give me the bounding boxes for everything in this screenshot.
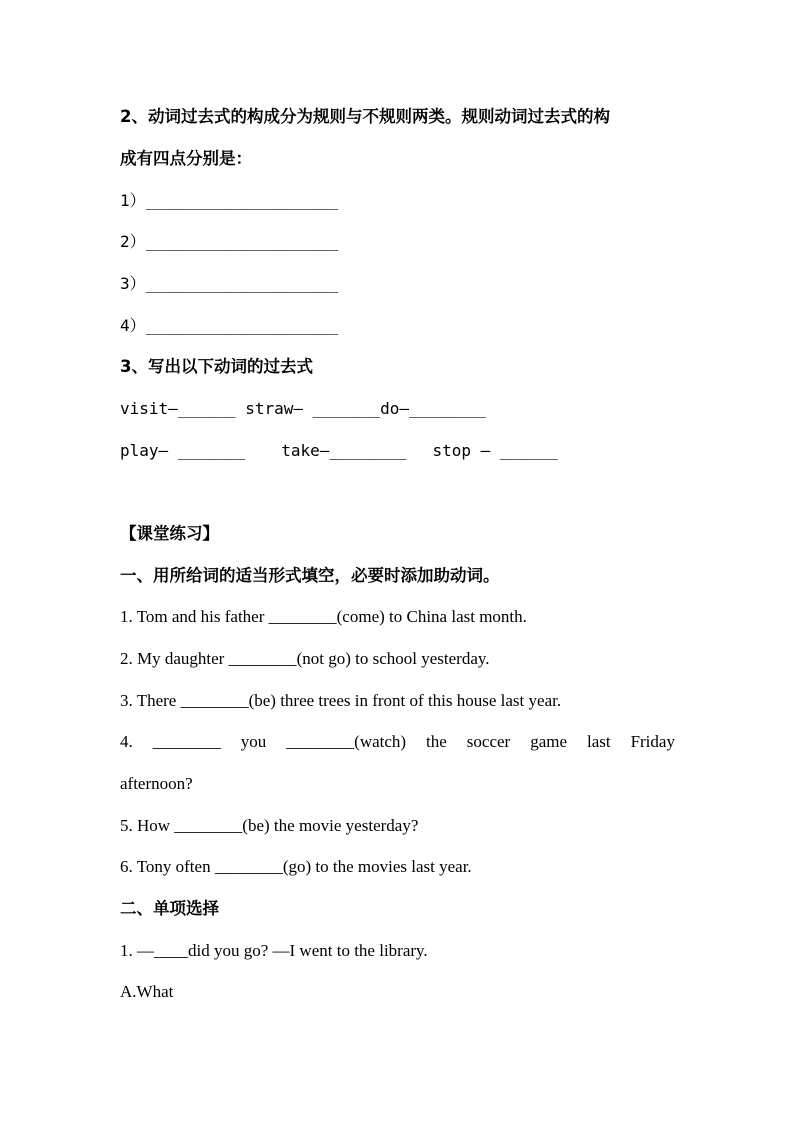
q4-word: Friday: [630, 732, 675, 751]
verb-visit[interactable]: visit—______: [120, 399, 236, 418]
q4-word: soccer: [466, 732, 511, 751]
choice-question-1[interactable]: 1. —____did you go? —I went to the library.: [120, 941, 428, 960]
part1-title: 一、用所给词的适当形式填空，必要时添加助动词。: [120, 566, 500, 585]
fill-question-6[interactable]: 6. Tony often ________(go) to the movies last year.: [120, 857, 472, 876]
fill-question-3[interactable]: 3. There ________(be) three trees in front of this house last year.: [120, 691, 562, 710]
rule-blank-4[interactable]: 4）____________________: [120, 316, 339, 335]
section3-title: 3、写出以下动词的过去式: [120, 357, 313, 376]
fill-question-4-continued: afternoon?: [120, 774, 193, 793]
part2-title: 二、单项选择: [120, 899, 219, 918]
rule-blank-3[interactable]: 3）____________________: [120, 274, 339, 293]
verb-take[interactable]: take—________: [281, 441, 407, 460]
past-tense-row-2: [120, 440, 675, 462]
fill-question-1[interactable]: 1. Tom and his father ________(come) to China last month.: [120, 607, 527, 626]
q4-word: you: [240, 732, 267, 751]
q4-word: ________(watch): [286, 732, 407, 751]
section2-line2: 成有四点分别是：: [120, 149, 252, 168]
fill-question-4[interactable]: [120, 731, 675, 753]
verb-straw[interactable]: straw— _______: [245, 399, 381, 418]
practice-heading: 【课堂练习】: [120, 524, 219, 543]
q4-word: 4.: [120, 732, 133, 751]
rule-blank-1[interactable]: 1）____________________: [120, 191, 339, 210]
q4-word: game: [530, 732, 568, 751]
q4-word: the: [426, 732, 447, 751]
q4-word: last: [586, 732, 611, 751]
choice-option-a[interactable]: A.What: [120, 982, 174, 1001]
verb-stop[interactable]: stop — ______: [432, 441, 558, 460]
section2-line1: 2、动词过去式的构成分为规则与不规则两类。规则动词过去式的构: [120, 107, 610, 126]
fill-question-5[interactable]: 5. How ________(be) the movie yesterday?: [120, 816, 419, 835]
rule-blank-2[interactable]: 2）____________________: [120, 232, 339, 251]
past-tense-row-1: [120, 398, 675, 420]
q4-word: ________: [152, 732, 221, 751]
fill-question-2[interactable]: 2. My daughter ________(not go) to school yesterday.: [120, 649, 490, 668]
verb-do[interactable]: do—________: [380, 399, 487, 418]
verb-play[interactable]: play— _______: [120, 441, 246, 460]
